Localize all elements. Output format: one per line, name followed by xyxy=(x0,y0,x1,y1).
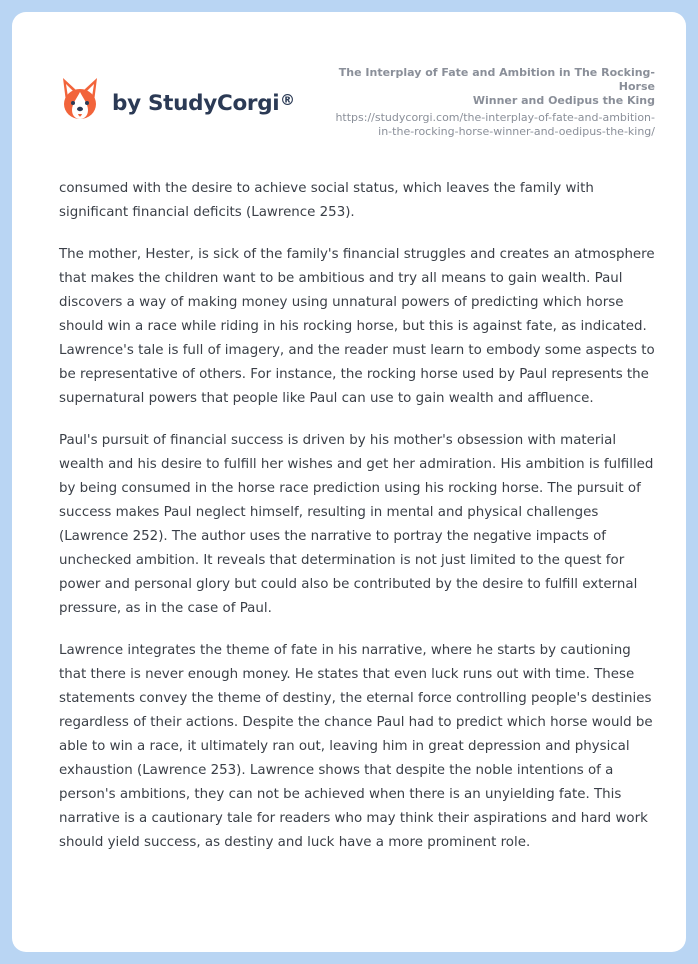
document-page xyxy=(12,12,686,952)
essay-body xyxy=(59,177,657,873)
registered-mark: ® xyxy=(280,91,295,109)
document-url[interactable] xyxy=(315,111,655,139)
document-title-line-2: Winner and Oedipus the King xyxy=(472,94,655,107)
corgi-logo-icon xyxy=(60,76,100,122)
paragraph: Paul's pursuit of financial success is driven by his mother's obsession with material wealth and his desire to fulfill her wishes and get her admiration. His ambition is fulfilled by being consumed in the horse race prediction using his rocking horse. The pursuit of success makes Paul neglect himself, resulting in mental and physical challenges (Lawrence 252). The author uses the narrative to portray the negative impacts of unchecked ambition. It reveals that determination is not just limited to the quest for power and personal glory but could also be contributed by the desire to fulfill external pressure, as in the case of Paul. xyxy=(59,433,654,616)
document-title-line-1: The Interplay of Fate and Ambition in The Rocking-Horse xyxy=(338,66,655,93)
studycorgi-logo[interactable] xyxy=(60,76,295,122)
paragraph: The mother, Hester, is sick of the family's financial struggles and creates an atmosphere that makes the children want to be ambitious and try all means to gain wealth. Paul discovers a way of making money using unnatural powers of predicting which horse should win a race while riding in his rocking horse, but this is against fate, as indicated. Lawrence's tale is full of imagery, and the reader must learn to embody some aspects to be representative of others. For instance, the rocking horse used by Paul represents the supernatural powers that people like Paul can use to gain wealth and affluence. xyxy=(59,247,655,406)
brand-name: by StudyCorgi xyxy=(112,90,280,116)
document-url-line-1: https://studycorgi.com/the-interplay-of-fate-and-ambition- xyxy=(335,111,655,124)
paragraph: Lawrence integrates the theme of fate in his narrative, where he starts by cautioning that there is never enough money. He states that even luck runs out with time. These statements convey the theme of destiny, the eternal force controlling people's destinies regardless of their actions. Despite the chance Paul had to predict which horse would be able to win a race, it ultimately ran out, leaving him in great depression and physical exhaustion (Lawrence 253). Lawrence shows that despite the noble intentions of a person's ambitions, they can not be achieved when there is an unyielding fate. This narrative is a cautionary tale for readers who may think their aspirations and hard work should yield success, as destiny and luck have a more prominent role. xyxy=(59,643,653,850)
document-title xyxy=(315,66,655,108)
paragraph: consumed with the desire to achieve social status, which leaves the family with significant financial deficits (Lawrence 253). xyxy=(59,181,594,220)
document-url-line-2: in-the-rocking-horse-winner-and-oedipus-the-king/ xyxy=(378,125,655,138)
document-info xyxy=(315,66,655,139)
